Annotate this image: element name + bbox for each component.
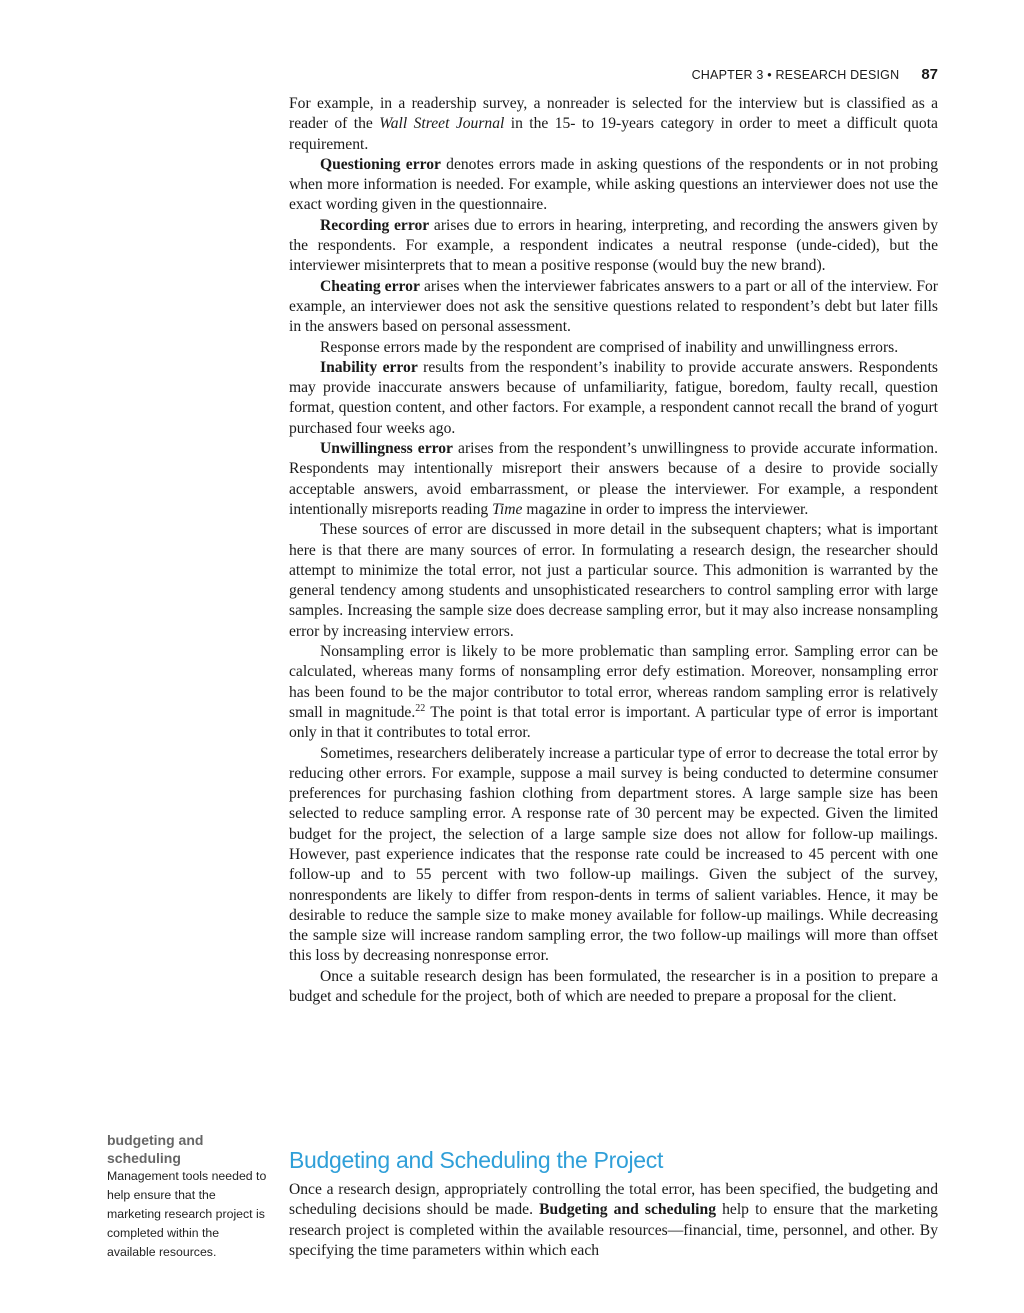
margin-glossary-note	[107, 1131, 267, 1262]
term-cheating-error: Cheating error	[320, 277, 420, 295]
paragraph: Inability error results from the respondent’s inability to provide accurate answers. Respondents may provide inaccurate answers because of unfamiliarity, fatigue, boredom, faulty recall, question format, question content, and other factors. For example, a respondent cannot recall the brand of yogurt purchased four weeks ago.	[289, 358, 938, 437]
paragraph: Response errors made by the respondent are comprised of inability and unwillingness errors.	[320, 338, 899, 356]
section-heading: Budgeting and Scheduling the Project	[289, 1147, 664, 1173]
publication-title: Wall Street Journal	[379, 115, 505, 133]
paragraph: Nonsampling error is likely to be more problematic than sampling error. Sampling error can be calculated, whereas many forms of nonsampling error defy estimation. Moreover, nonsampling error has been found to be the major contributor to total error, whereas random sampling error is relatively small in magnitude.$^{22}$ The point is that total error is important. A particular type of error is important only in that it contributes to total error.	[289, 643, 938, 742]
page-number: 87	[921, 66, 938, 84]
glossary-term: budgeting and scheduling	[107, 1132, 204, 1166]
paragraph: Once a suitable research design has been formulated, the researcher is in a position to prepare a budget and schedule for the project, both of which are needed to prepare a proposal for the client.	[289, 967, 938, 1006]
paragraph: Sometimes, researchers deliberately increase a particular type of error to decrease the total error by reducing other errors. For example, suppose a mail survey is being conducted to determine consumer preferences for purchasing fashion clothing from department stores. A large sample size has been selected to reduce sampling error. A response rate of 30 percent may be expected. Given the limited budget for the project, the selection of a large sample size does not allow for follow-up mailings. However, past experience indicates that the response rate could be increased to 45 percent with one follow-up and to 55 percent with two follow-up mailings. Given the subject of the survey, nonrespondents are likely to differ from respon-dents in terms of salient variables. Hence, it may be desirable to reduce the sample size to make money available for follow-up mailings. While decreasing the sample size will increase random sampling error, the two follow-up mailings will more than offset this loss by decreasing nonresponse error.	[289, 744, 938, 965]
paragraph: These sources of error are discussed in more detail in the subsequent chapters; what is important here is that there are many sources of error. In formulating a research design, the researcher should attempt to minimize the total error, not just a particular source. This admonition is warranted by the general tendency among students and unsophisticated researchers to control sampling error with large samples. Increasing the sample size does decrease sampling error, but it may also increase nonsampling error by increasing interview errors.	[289, 521, 938, 640]
term-unwillingness-error: Unwillingness error	[320, 440, 453, 458]
glossary-definition: Management tools needed to help ensure that the marketing research project is completed within the available resources.	[107, 1169, 267, 1259]
section-text	[289, 1180, 938, 1261]
term-budgeting-scheduling: Budgeting and scheduling	[539, 1201, 716, 1219]
paragraph: For example, in a readership survey, a nonreader is selected for the interview but is classified as a reader of the Wall Street Journal in the 15- to 19-years category in order to meet a difficult quota requirement.	[289, 95, 938, 153]
paragraph: Once a research design, appropriately controlling the total error, has been specified, the budgeting and scheduling decisions should be made. Budgeting and scheduling help to ensure that the marketing research project is completed within the available resources—financial, time, personnel, and other. By specifying the time parameters within which each	[289, 1181, 938, 1259]
chapter-title: CHAPTER 3 • RESEARCH DESIGN	[691, 67, 900, 82]
term-questioning-error: Questioning error	[320, 155, 441, 173]
term-recording-error: Recording error	[320, 216, 430, 234]
paragraph: Questioning error denotes errors made in asking questions of the respondents or in not probing when more information is needed. For example, while asking questions an interviewer does not use the exact wording given in the questionnaire.	[289, 155, 938, 214]
term-inability-error: Inability error	[320, 358, 418, 376]
footnote-ref[interactable]: 22	[415, 702, 426, 714]
paragraph: Recording error arises due to errors in hearing, interpreting, and recording the answers given by the respondents. For example, a respondent indicates a neutral response (unde-cided), but the interviewer misinterprets that to mean a positive response (would buy the new brand).	[289, 216, 938, 275]
main-text	[289, 94, 938, 1007]
running-header	[338, 66, 938, 84]
paragraph: Unwillingness error arises from the respondent’s unwillingness to provide accurate information. Respondents may intentionally misreport their answers because of a desire to provide socially acceptable answers, avoid embarrassment, or please the interviewer. For example, a respondent intentionally misreports reading Time magazine in order to impress the interviewer.	[289, 440, 938, 518]
publication-title: Time	[492, 500, 523, 518]
paragraph: Cheating error arises when the interviewer fabricates answers to a part or all of the interview. For example, an interviewer does not ask the sensitive questions related to respondent’s debt but later fills in the answers based on personal assessment.	[289, 277, 938, 336]
